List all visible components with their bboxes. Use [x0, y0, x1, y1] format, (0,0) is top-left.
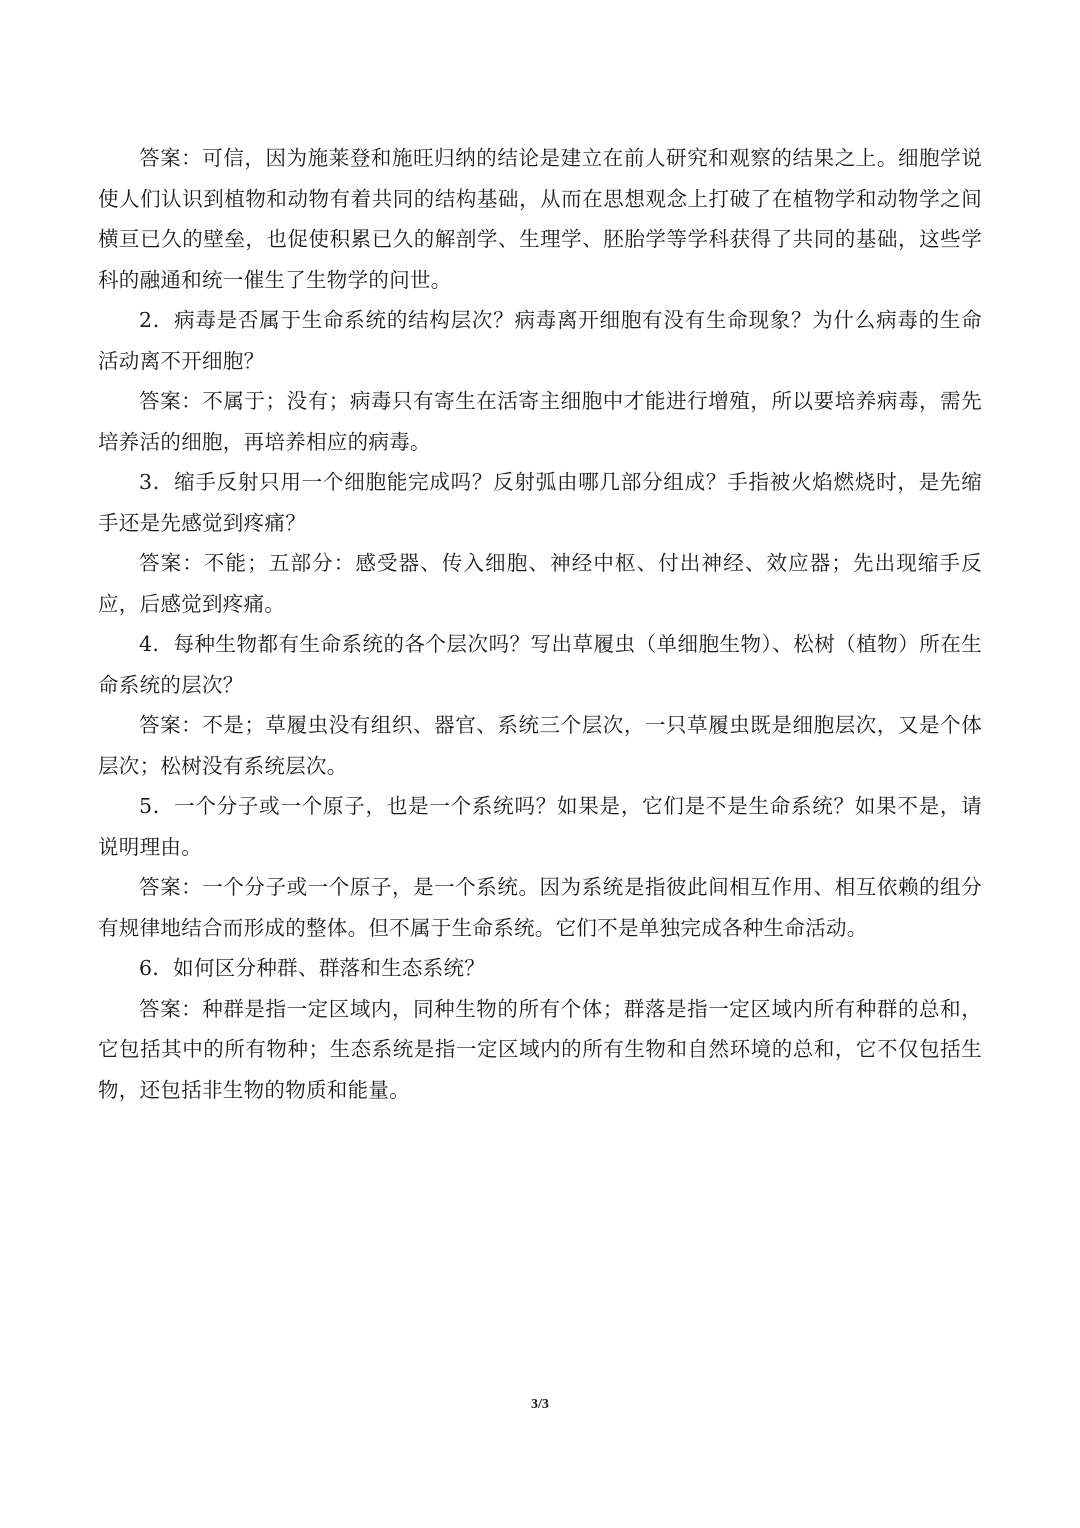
question-6: 6．如何区分种群、群落和生态系统？ — [139, 956, 486, 980]
answer-paragraph-5: 答案：一个分子或一个原子，是一个系统。因为系统是指彼此间相互作用、相互依赖的组分有规律地结合而形成的整体。但不属于生命系统。它们不是单独完成各种生命活动。 — [98, 875, 982, 940]
answer-paragraph-2: 答案：不属于；没有；病毒只有寄生在活寄主细胞中才能进行增殖，所以要培养病毒，需先培养活的细胞，再培养相应的病毒。 — [98, 389, 982, 454]
page-number: 3/3 — [531, 1397, 549, 1412]
question-3: 3．缩手反射只用一个细胞能完成吗？反射弧由哪几部分组成？手指被火焰燃烧时，是先缩手还是先感觉到疼痛？ — [98, 470, 982, 535]
document-body — [98, 138, 982, 1110]
question-5: 5．一个分子或一个原子，也是一个系统吗？如果是，它们是不是生命系统？如果不是，请说明理由。 — [98, 794, 982, 859]
question-2: 2．病毒是否属于生命系统的结构层次？病毒离开细胞有没有生命现象？为什么病毒的生命活动离不开细胞？ — [98, 308, 982, 373]
answer-paragraph-1: 答案：可信，因为施莱登和施旺归纳的结论是建立在前人研究和观察的结果之上。细胞学说使人们认识到植物和动物有着共同的结构基础，从而在思想观念上打破了在植物学和动物学之间横亘已久的壁垒，也促使积累已久的解剖学、生理学、胚胎学等学科获得了共同的基础，这些学科的融通和统一催生了生物学的问世。 — [98, 146, 982, 292]
question-4: 4．每种生物都有生命系统的各个层次吗？写出草履虫（单细胞生物）、松树（植物）所在生命系统的层次？ — [98, 632, 982, 697]
answer-paragraph-6: 答案：种群是指一定区域内，同种生物的所有个体；群落是指一定区域内所有种群的总和，它包括其中的所有物种；生态系统是指一定区域内的所有生物和自然环境的总和，它不仅包括生物，还包括非生物的物质和能量。 — [98, 996, 982, 1102]
answer-paragraph-4: 答案：不是；草履虫没有组织、器官、系统三个层次，一只草履虫既是细胞层次，又是个体层次；松树没有系统层次。 — [98, 713, 982, 778]
answer-paragraph-3: 答案：不能；五部分：感受器、传入细胞、神经中枢、付出神经、效应器；先出现缩手反应，后感觉到疼痛。 — [98, 551, 982, 616]
